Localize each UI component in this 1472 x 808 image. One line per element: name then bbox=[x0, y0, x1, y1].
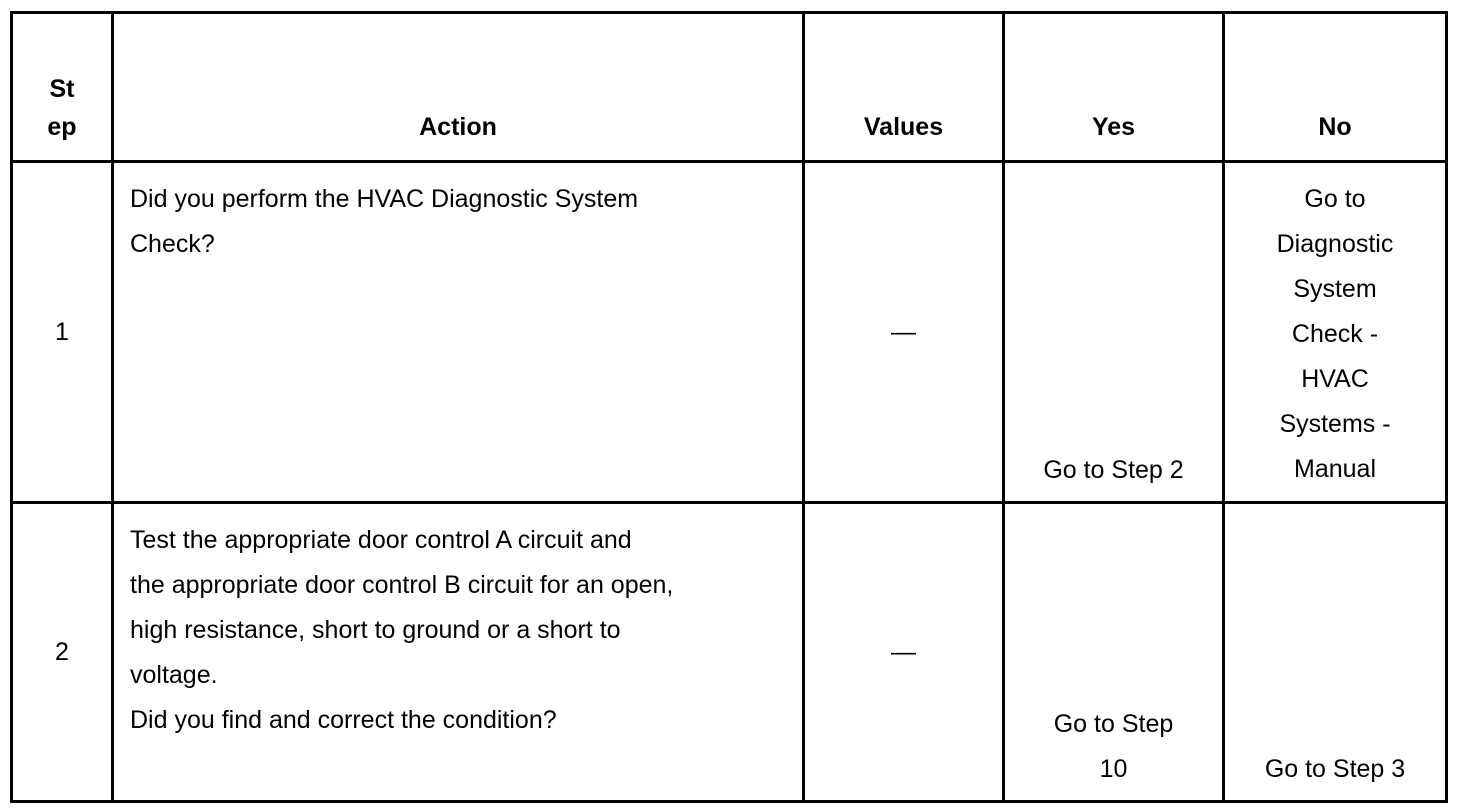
header-step bbox=[12, 13, 113, 162]
step-number: 1 bbox=[12, 162, 113, 503]
action-line: Check? bbox=[130, 230, 215, 258]
header-step-line2: ep bbox=[47, 113, 77, 141]
action-line: Did you perform the HVAC Diagnostic System bbox=[130, 185, 639, 213]
header-row bbox=[12, 13, 1447, 162]
header-action: Action bbox=[113, 13, 804, 162]
yes-line: Go to Step bbox=[1053, 710, 1174, 738]
no-line: Go to Step 3 bbox=[1264, 755, 1406, 783]
no-line: Manual bbox=[1294, 455, 1376, 483]
action-line: Did you find and correct the condition? bbox=[130, 706, 557, 734]
action-line: the appropriate door control B circuit for an open, bbox=[130, 571, 674, 599]
action-line: high resistance, short to ground or a short to bbox=[130, 616, 621, 644]
header-step-line1: St bbox=[49, 75, 75, 103]
no-line: Systems - bbox=[1279, 410, 1391, 438]
action-cell bbox=[113, 162, 804, 503]
no-cell bbox=[1224, 503, 1447, 802]
header-values: Values bbox=[804, 13, 1004, 162]
table-row bbox=[12, 162, 1447, 503]
step-number: 2 bbox=[12, 503, 113, 802]
action-cell bbox=[113, 503, 804, 802]
action-line: voltage. bbox=[130, 661, 218, 689]
no-line: Check - bbox=[1291, 320, 1379, 348]
yes-cell bbox=[1004, 503, 1224, 802]
no-line: System bbox=[1293, 275, 1377, 303]
no-line: Go to bbox=[1304, 185, 1366, 213]
no-cell bbox=[1224, 162, 1447, 503]
values-cell: — bbox=[804, 162, 1004, 503]
values-cell: — bbox=[804, 503, 1004, 802]
header-no: No bbox=[1224, 13, 1447, 162]
action-line: Test the appropriate door control A circuit and bbox=[130, 526, 632, 554]
yes-line: Go to Step 2 bbox=[1043, 456, 1184, 484]
diagnostic-table bbox=[10, 11, 1448, 803]
yes-line: 10 bbox=[1099, 755, 1128, 783]
no-line: HVAC bbox=[1301, 365, 1369, 393]
header-yes: Yes bbox=[1004, 13, 1224, 162]
yes-cell bbox=[1004, 162, 1224, 503]
no-line: Diagnostic bbox=[1276, 230, 1394, 258]
table-row bbox=[12, 503, 1447, 802]
